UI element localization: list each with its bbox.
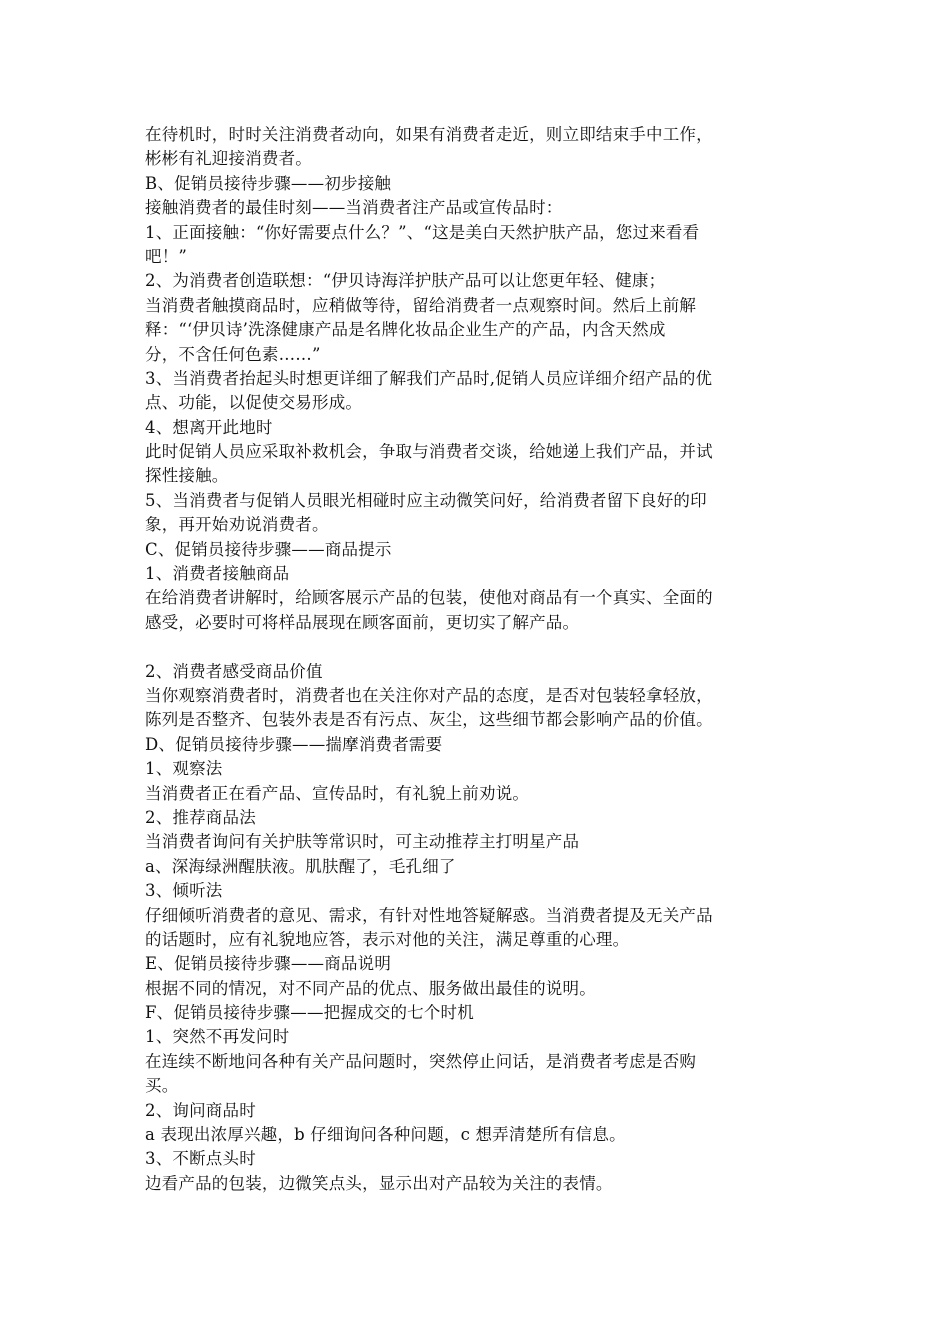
text-line: 当消费者触摸商品时，应稍做等待，留给消费者一点观察时间。然后上前解 bbox=[145, 295, 697, 315]
text-line: 当你观察消费者时，消费者也在关注你对产品的态度，是否对包装轻拿轻放， bbox=[145, 685, 713, 705]
text-line: 4、想离开此地时 bbox=[145, 417, 273, 437]
text-line: 点、功能，以促使交易形成。 bbox=[145, 393, 363, 413]
text-line: E、促销员接待步骤——商品说明 bbox=[145, 954, 392, 974]
text-line: 1、突然不再发问时 bbox=[145, 1027, 290, 1047]
text-line: 1、观察法 bbox=[145, 759, 223, 779]
text-line: 2、消费者感受商品价值 bbox=[145, 661, 323, 681]
text-line: 感受，必要时可将样品展现在顾客面前，更切实了解产品。 bbox=[145, 612, 580, 632]
text-line: a、深海绿洲醒肤液。肌肤醒了，毛孔细了 bbox=[145, 856, 456, 876]
text-line: 1、消费者接触商品 bbox=[145, 564, 290, 584]
text-line: 分，不含任何色素……” bbox=[145, 344, 321, 364]
text-line: 释：“‘伊贝诗’洗涤健康产品是名牌化妆品企业生产的产品，内含天然成 bbox=[145, 320, 666, 340]
text-line: 彬彬有礼迎接消费者。 bbox=[145, 149, 312, 169]
text-line: 探性接触。 bbox=[145, 466, 229, 486]
text-line: 当消费者正在看产品、宣传品时，有礼貌上前劝说。 bbox=[145, 783, 530, 803]
text-line: 在给消费者讲解时，给顾客展示产品的包装，使他对商品有一个真实、全面的 bbox=[145, 588, 713, 608]
text-line: a 表现出浓厚兴趣，b 仔细询问各种问题，c 想弄清楚所有信息。 bbox=[145, 1125, 626, 1145]
text-line: 在待机时，时时关注消费者动向，如果有消费者走近，则立即结束手中工作， bbox=[145, 125, 713, 144]
text-line: 陈列是否整齐、包装外表是否有污点、灰尘，这些细节都会影响产品的价值。 bbox=[145, 710, 713, 730]
document-body bbox=[145, 123, 815, 1196]
text-line: 3、倾听法 bbox=[145, 881, 223, 901]
blank-line bbox=[145, 635, 815, 659]
text-line: 的话题时，应有礼貌地应答，表示对他的关注，满足尊重的心理。 bbox=[145, 929, 630, 949]
text-line: 在连续不断地问各种有关产品问题时，突然停止问话，是消费者考虑是否购 bbox=[145, 1051, 697, 1071]
text-line: 2、推荐商品法 bbox=[145, 807, 256, 827]
text-line: F、促销员接待步骤——把握成交的七个时机 bbox=[145, 1003, 474, 1023]
text-line: 此时促销人员应采取补救机会，争取与消费者交谈，给她递上我们产品，并试 bbox=[145, 442, 713, 462]
text-line: B、促销员接待步骤——初步接触 bbox=[145, 173, 392, 193]
text-line: 边看产品的包装，边微笑点头，显示出对产品较为关注的表情。 bbox=[145, 1173, 613, 1193]
text-line: 吧！” bbox=[145, 246, 188, 266]
text-line: 仔细倾听消费者的意见、需求，有针对性地答疑解惑。当消费者提及无关产品 bbox=[145, 905, 713, 925]
text-line: 象，再开始劝说消费者。 bbox=[145, 515, 329, 535]
text-line: 1、正面接触：“你好需要点什么？”、“这是美白天然护肤产品，您过来看看 bbox=[145, 222, 700, 242]
text-line: 3、不断点头时 bbox=[145, 1149, 256, 1169]
text-line: 2、为消费者创造联想：“伊贝诗海洋护肤产品可以让您更年轻、健康； bbox=[145, 271, 666, 291]
text-line: 5、当消费者与促销人员眼光相碰时应主动微笑问好，给消费者留下良好的印 bbox=[145, 490, 707, 510]
text-line: 根据不同的情况，对不同产品的优点、服务做出最佳的说明。 bbox=[145, 978, 596, 998]
text-line: D、促销员接待步骤——揣摩消费者需要 bbox=[145, 734, 443, 754]
text-line: 3、当消费者抬起头时想更详细了解我们产品时,促销人员应详细介绍产品的优 bbox=[145, 368, 713, 388]
text-line: 买。 bbox=[145, 1076, 179, 1096]
text-line: 2、询问商品时 bbox=[145, 1100, 256, 1120]
text-line: C、促销员接待步骤——商品提示 bbox=[145, 539, 392, 559]
text-line: 接触消费者的最佳时刻——当消费者注产品或宣传品时： bbox=[145, 198, 563, 218]
text-line: 当消费者询问有关护肤等常识时，可主动推荐主打明星产品 bbox=[145, 832, 580, 852]
